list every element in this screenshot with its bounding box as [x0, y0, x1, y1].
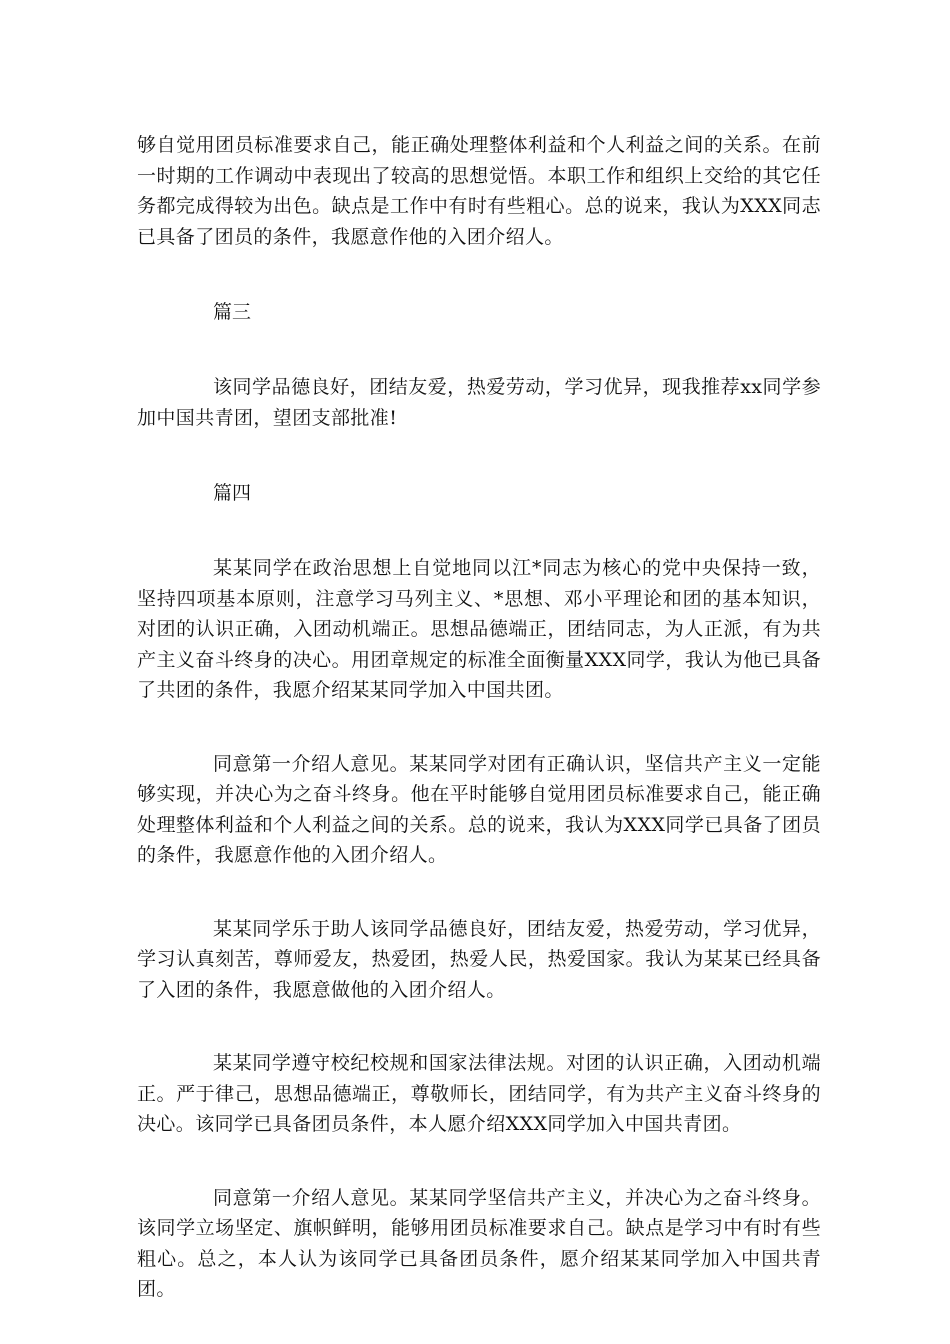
paragraph-intro-continuation: 够自觉用团员标准要求自己，能正确处理整体利益和个人利益之间的关系。在前一时期的工作调动中表现出了较高的思想觉悟。本职工作和组织上交给的其它任务都完成得较为出色。缺点是工作中有时有些粗心。总的说来，我认为XXX同志已具备了团员的条件，我愿意作他的入团介绍人。	[137, 134, 821, 248]
paragraph-law-abiding: 某某同学遵守校纪校规和国家法律法规。对团的认识正确，入团动机端正。严于律己，思想品德端正，尊敬师长，团结同学，有为共产主义奋斗终身的决心。该同学已具备团员条件，本人愿介绍XXX同学加入中国共青团。	[137, 1052, 821, 1135]
paragraph-part4-political: 某某同学在政治思想上自觉地同以江*同志为核心的党中央保持一致，坚持四项基本原则，注意学习马列主义、*思想、邓小平理论和团的基本知识，对团的认识正确，入团动机端正。思想品德端正，团结同志，为人正派，有为共产主义奋斗终身的决心。用团章规定的标准全面衡量XXX同学，我认为他已具备了共团的条件，我愿介绍某某同学加入中国共团。	[137, 557, 821, 701]
paragraph-helpful-student: 某某同学乐于助人该同学品德良好，团结友爱，热爱劳动，学习优异，学习认真刻苦，尊师爱友，热爱团，热爱人民，热爱国家。我认为某某已经具备了入团的条件，我愿意做他的入团介绍人。	[137, 917, 821, 1001]
paragraph-first-introducer-agree-b: 同意第一介绍人意见。某某同学坚信共产主义，并决心为之奋斗终身。该同学立场坚定、旗帜鲜明，能够用团员标准要求自己。缺点是学习中有时有些粗心。总之，本人认为该同学已具备团员条件，愿介绍某某同学加入中国共青团。	[137, 1186, 821, 1300]
section-heading-part4: 篇四	[213, 482, 252, 504]
section-heading-part3: 篇三	[213, 301, 252, 323]
paragraph-first-introducer-agree-a: 同意第一介绍人意见。某某同学对团有正确认识，坚信共产主义一定能够实现，并决心为之奋斗终身。他在平时能够自觉用团员标准要求自己，能正确处理整体利益和个人利益之间的关系。总的说来，我认为XXX同学已具备了团员的条件，我愿意作他的入团介绍人。	[137, 752, 821, 866]
document-page	[137, 130, 821, 1305]
paragraph-part3-recommendation: 该同学品德良好，团结友爱，热爱劳动，学习优异，现我推荐xx同学参加中国共青团，望团支部批准!	[137, 376, 821, 429]
